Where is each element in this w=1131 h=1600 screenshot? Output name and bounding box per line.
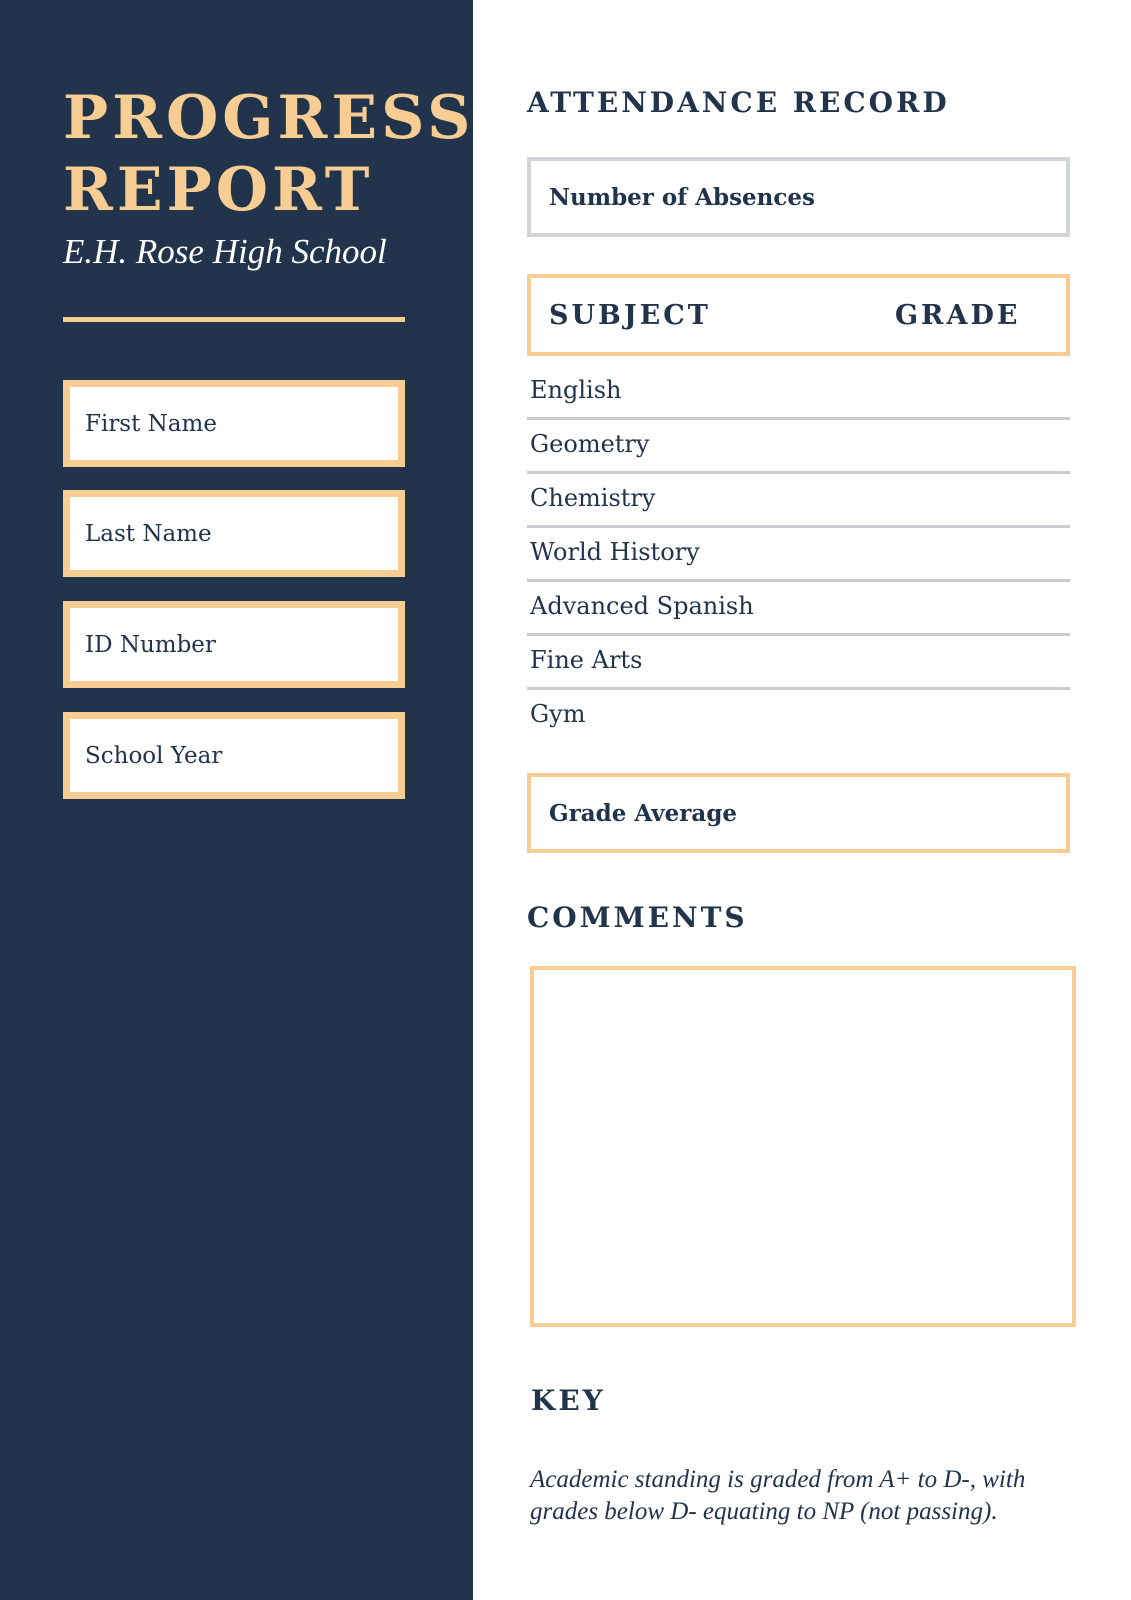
subject-row-english[interactable] (527, 366, 1070, 420)
school-year-label: School Year (85, 742, 223, 769)
subject-label: Fine Arts (530, 646, 643, 674)
key-text: Academic standing is graded from A+ to D-, with grades below D- equating to NP (not passing). (530, 1466, 1026, 1525)
subject-label: World History (530, 538, 700, 566)
id-number-field[interactable] (63, 601, 405, 688)
main-content (473, 0, 1131, 1600)
last-name-field[interactable] (63, 490, 405, 577)
subject-list (527, 366, 1070, 744)
first-name-label: First Name (85, 410, 217, 437)
comments-heading: COMMENTS (527, 901, 748, 934)
grade-column-header: GRADE (895, 300, 1021, 331)
subject-label: Gym (530, 700, 586, 728)
divider (63, 317, 405, 322)
key-heading: KEY (531, 1384, 606, 1417)
absences-field[interactable] (527, 157, 1070, 237)
subject-row-advanced-spanish[interactable] (527, 582, 1070, 636)
id-number-label: ID Number (85, 631, 216, 658)
subject-row-geometry[interactable] (527, 420, 1070, 474)
subject-row-fine-arts[interactable] (527, 636, 1070, 690)
subject-label: Geometry (530, 430, 650, 458)
subject-label: English (530, 376, 622, 404)
title-line-1: PROGRESS (63, 83, 475, 153)
first-name-field[interactable] (63, 380, 405, 467)
title-line-2: REPORT (63, 155, 374, 225)
page-title (63, 82, 474, 226)
grade-average-label: Grade Average (549, 799, 738, 827)
subject-label: Advanced Spanish (530, 592, 754, 620)
comments-box[interactable] (530, 966, 1076, 1327)
subject-row-chemistry[interactable] (527, 474, 1070, 528)
subject-row-gym[interactable] (527, 690, 1070, 744)
subject-row-world-history[interactable] (527, 528, 1070, 582)
subject-label: Chemistry (530, 484, 656, 512)
attendance-heading: ATTENDANCE RECORD (527, 86, 950, 119)
absences-label: Number of Absences (549, 183, 815, 211)
subject-column-header: SUBJECT (549, 300, 711, 331)
sidebar (0, 0, 473, 1600)
grades-table-header (527, 274, 1070, 356)
school-name: E.H. Rose High School (63, 232, 387, 271)
grade-average-field[interactable] (527, 773, 1070, 853)
school-year-field[interactable] (63, 712, 405, 799)
last-name-label: Last Name (85, 520, 212, 547)
